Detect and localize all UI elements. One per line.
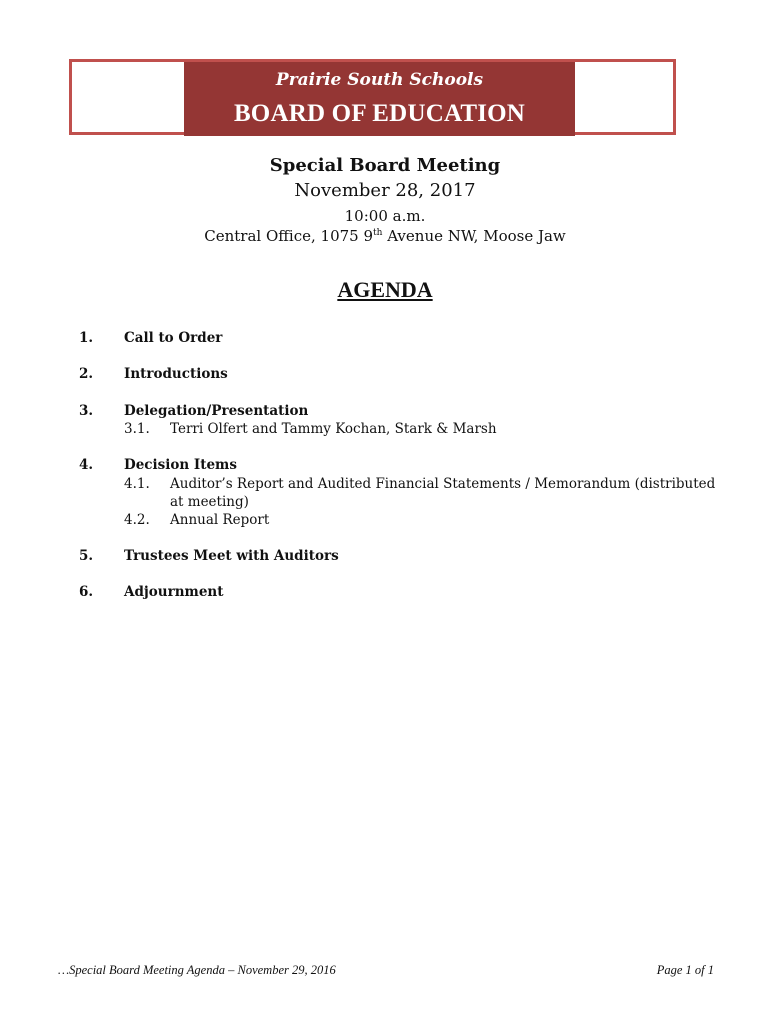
agenda-subitem-text: Auditor’s Report and Audited Financial Statements / Memorandum (distributed at meeting) (170, 476, 716, 510)
agenda-heading: AGENDA (337, 277, 433, 302)
agenda-item-title: Adjournment (124, 584, 224, 600)
footer-document-title: …Special Board Meeting Agenda – November 29, 2016 (58, 963, 336, 977)
agenda-item-title: Trustees Meet with Auditors (124, 548, 339, 564)
meeting-location (0, 227, 770, 245)
agenda-subitem-text: Annual Report (170, 512, 270, 528)
agenda-subitem-text: Terri Olfert and Tammy Kochan, Stark & Marsh (170, 421, 497, 437)
meeting-time: 10:00 a.m. (344, 207, 426, 225)
location-after: Avenue NW, Moose Jaw (382, 227, 566, 245)
org-name: Prairie South Schools (275, 70, 484, 90)
agenda-item-title: Introductions (124, 366, 228, 382)
agenda-item-number: 4. (79, 457, 94, 473)
board-title: BOARD OF EDUCATION (233, 100, 526, 127)
agenda-subitem-number: 4.1. (124, 476, 150, 492)
location-before: Central Office, 1075 9 (204, 227, 374, 245)
agenda-item-number: 5. (79, 548, 94, 564)
agenda-item-number: 1. (79, 330, 94, 346)
agenda-subitem-number: 4.2. (124, 512, 150, 528)
agenda-item-title: Decision Items (124, 457, 237, 473)
meeting-date: November 28, 2017 (294, 180, 476, 201)
header-band (184, 62, 575, 136)
agenda-item-number: 6. (79, 584, 94, 600)
agenda-subitem-number: 3.1. (124, 421, 150, 437)
location-superscript: th (373, 228, 383, 238)
agenda-item-title: Call to Order (124, 330, 223, 346)
agenda-item-number: 2. (79, 366, 94, 382)
footer-page-number: Page 1 of 1 (656, 963, 714, 977)
agenda-item-number: 3. (79, 403, 94, 419)
agenda-item-title: Delegation/Presentation (124, 403, 309, 419)
meeting-title: Special Board Meeting (269, 155, 501, 176)
